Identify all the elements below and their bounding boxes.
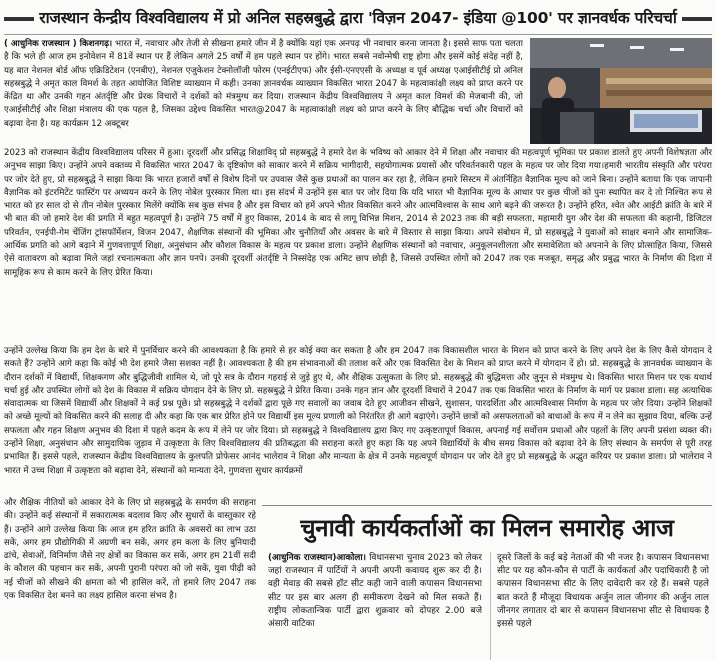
article-headline-bar [4, 3, 712, 35]
election-article-headline: चुनावी कार्यकर्ताओं का मिलन समारोह आज [300, 514, 674, 542]
election-article-dateline: (आधुनिक राजस्थान)आकोला। [268, 553, 366, 563]
article-body-middle [4, 147, 712, 345]
article-dateline: ( आधुनिक राजस्थान ) किशनगढ़। [4, 39, 113, 49]
article-paragraph [4, 38, 523, 131]
election-article-columns [262, 552, 712, 660]
election-article-column-2 [490, 552, 709, 660]
headline-rule-left [4, 17, 34, 21]
lecture-photo [530, 38, 712, 144]
article-headline: राजस्थान केन्द्रीय विश्वविद्यालय में प्रो अनिल सहस्रबुद्धे द्वारा 'विज़न 2047- इंडिया @100' पर ज्ञानवर्धक परिचर्चा [39, 9, 677, 27]
article-text: भारत में, नवाचार और तेजी से सीखना हमारे जीन में है क्योंकि यहां एक अनपढ़ भी नवाचार करना जानता है। इससे साफ पता चलता है कि भले ही आज हम इनोवेशन में 81वें स्थान पर हैं लेकिन अगले 25 वर्षों में हम पहले स्थान पर होंगे। भारत सबसे नवोन्मेषी राष्ट्र होगा और इसमें कोई संदेह नहीं है, यह बात नेशनल बोर्ड ऑफ एक्रिडिटेशन (एनबीए), नेशनल एजुकेशन टेक्नोलॉजी फोरम (एनईटीएफ) और ईसी-एनएएसी के अध्यक्ष व पूर्व अध्यक्ष एआईसीटीई प्रो अनिल सहस्रबुद्धे ने अमृत काल विमर्श के तहत आयोजित विशिष्ट व्याख्यान में कही। उनका ज्ञानवर्धक व्याख्यान विकसित भारत 2047 के महत्वाकांक्षी लक्ष्य को प्राप्त करने पर केंद्रित था और उनकी गहन अंतर्दृष्टि और प्रेरक विचारों ने दर्शकों को मंत्रमुग्ध कर दिया। राजस्थान केंद्रीय विश्वविद्यालय ने अमृत काल विमर्श की मेजबानी की, जो एआईसीटीई और शिक्षा मंत्रालय की एक पहल है, जिसका उद्देश्य विकसित भारत@2047 के महत्वाकांक्षी लक्ष्य को प्राप्त करने के लिए बौद्धिक चर्चा और विचारों को बढ़ावा देना है। यह कार्यक्रम 12 अक्टूबर [4, 39, 523, 129]
election-article-text-2: दूसरे जिलों के कई बड़े नेताओं की भी नजर है। कपासन विधानसभा सीट पर यह कौन-कौन से पार्टी के कार्यकर्ता और पदाधिकारी है जो कपासन विधानसभा सीट के लिए दावेदारी कर रहे हैं। सबसे पहले बात करते हैं मौजूदा विधायक अर्जुन लाल जीनगर की अर्जुन लाल जीनगर लगातार दो बार से कपासन विधानसभा सीट से विधायक है इससे पहले [497, 553, 709, 630]
article-body-lower [4, 345, 712, 497]
article-paragraph: उन्होंने उल्लेख किया कि हम देश के बारे में पुनर्विचार करने की आवश्यकता है कि हमारे से हर कोई क्या कर सकता है और हम 2047 तक विकासशील भारत के मिशन को प्राप्त करने के लिए अपने देश के लिए कैसे योगदान दे सकते हैं? उन्होंने आगे कहा कि कोई भी देश हमारे जैसा सशक्त नहीं है। आवश्यकता है की हम संभावनाओं की तलाश करें और एक विकसित देश के मिशन को प्राप्त करने में योगदान दें हो। प्रो. सहस्रबुद्धे के ज्ञानवर्धक व्याख्यान के दौरान दर्शकों में विद्यार्थी, शिक्षकगण और बुद्धिजीवी शामिल थे, जो पूरे सत्र के दौरान गहराई से जुड़े हुए थे, और शैक्षिक उत्सुकता के लिए प्रो. सहस्रबुद्धे की बुद्धिमत्ता और जुनून से मंत्रमुग्ध थे। विकसित भारत मिशन पर एक यथार्थ चर्चा हुई और उपस्थित लोगों को देश के विकास में सक्रिय योगदान देने के लिए प्रो. सहस्रबुद्धे ने प्रेरित किया। उनके गहन ज्ञान और दूरदर्शी विचारों ने 2047 तक एक विकसित भारत के निर्माण के मार्ग पर प्रकाश डाला। सह अत्याधिक संवादात्मक था जिसमें विद्यार्थी और शिक्षकों ने कई प्रश्न पूछे। प्रो सहस्रबुद्धे ने दर्शकों द्वारा पूछे गए सवालों का जवाब देते हुए आजीवन सीखने, सुशासन, पारदर्शिता और आत्मविश्वास निर्माण के महत्व पर जोर दिया। उन्होंने शिक्षकों को अच्छे मूल्यों को विकसित करने की सलाह दी और कहा कि एक बार प्रेरित होने पर विद्यार्थी इस मूल्य प्रणाली को निरंतरित ही आगे बढ़ाएंगे। उन्होंने छात्रों को असफलताओं को बाधाओं के रूप में न लेने का सुझाव दिया, बल्कि उन्हें सफलता और गहन शिक्षण अनुभव की दिशा में पहले कदम के रूप में लेने पर जोर दिया। प्रो सहस्रबुद्धे ने विश्वविद्यालय द्वारा किए गए उत्कृष्टतापूर्ण विकास, अपनाई गई सर्वोत्तम प्रथाओं और पहलों के लिए अपनी प्रसंशा व्यक्त की। उन्होंने शिक्षा, अनुसंधान और सामुदायिक जुड़ाव में उत्कृष्टता के लिए विश्वविद्यालय की प्रतिबद्धता की सराहना करते हुए कहा कि यह अपने विद्यार्थियों के बीच समग्र विकास को बढ़ावा देने के लिए संस्थान के समर्पण से पूरी तरह प्रभावित हैं। इससे पहले, राजस्थान केंद्रीय विश्वविद्यालय के कुलपति प्रोफेसर आनंद भालेराव ने शिक्षा और मान्यता के क्षेत्र में उनके महत्वपूर्ण योगदान पर जोर देते हुए प्रो सहस्रबुद्धे के अद्भुत करियर पर प्रकाश डाला। प्रो भालेराव ने भारत में उच्च शिक्षा में उत्कृष्टता को बढ़ावा देने, संस्थानों को मान्यता देने, गुणवत्ता सुधार कार्यक्रमों [4, 346, 712, 476]
election-article-column-1 [268, 552, 482, 660]
article-body-bottom-left [4, 497, 256, 657]
lecture-photo-image [530, 38, 712, 144]
election-article-text-1: विधानसभा चुनाव 2023 को लेकर जहां राजस्थान में पार्टियों ने अपनी अपनी कवायद शुरू कर दी है। वही मेवाड़ की सबसे हॉट सीट कही जाने वाली कपासन विधानसभा सीट पर इस बार अलग ही समीकरण देखने को मिल सकते हैं। राष्ट्रीय लोकतान्त्रिक पार्टी द्वारा शुक्रवार को दोपहर 2.00 बजे अंसारी वाटिका [268, 553, 482, 630]
article-paragraph: और शैक्षिक नीतियों को आकार देने के लिए प्रो सहस्रबुद्धे के समर्पण की सराहना की। उन्होंने कई संस्थानों में सकारात्मक बदलाव किए और सुधारों के वास्तुकार रहे हैं। उन्होंने आगे उल्लेख किया कि आज हम हरित क्रांति के अवसरों का लाभ उठा सकें, अगर हम प्रौद्योगिकी में अग्रणी बन सकें, अगर हम कला के लिए बुनियादी ढांचे, सेवाओं, विनिर्माण जैसे नए क्षेत्रों का विकास कर सकें, अगर हम 21वीं सदी के कौशल की पहचान कर सकें, अपनी पुरानी परंपरा को जो सकें, युवा पीढ़ी को नई चीजों को सीखने की क्षमता को भी हासिल करें, तो हमारे लिए 2047 तक एक विकसित देश बनने का लक्ष्य हासिल करना संभव है। [4, 498, 256, 602]
headline-rule-right [682, 17, 712, 21]
article-body-top [4, 38, 523, 147]
article-paragraph: 2023 को राजस्थान केंद्रीय विश्वविद्यालय परिसर में हुआ। दूरदर्शी और प्रसिद्ध शिक्षाविद् प्रो सहस्रबुद्धे ने हमारे देश के भविष्य को आकार देने में शिक्षा और नवाचार की महत्वपूर्ण भूमिका पर प्रकाश डालते हुए अपनी विशेषज्ञता और अनुभव साझा किए। उन्होंने अपने वक्तव्य में विकसित भारत 2047 के दृष्टिकोण को साकार करने में सक्रिय भागीदारी, सहयोगात्मक प्रयासों और परिवर्तनकारी पहल के महत्व पर जोर दिया गया।हमारी भारतीय संस्कृति और परंपरा पर जोर देते हुए, प्रो सहस्रबुद्धे ने साझा किया कि भारत हजारों वर्षों से विशेष दिनों पर उपवास जैसे कुछ प्रथाओं का पालन कर रहा है, लेकिन हमारे सिस्टम में अंतर्निहित वैज्ञानिक मूल्य को जाने बिना। उन्होंने बताया कि एक जापानी वैज्ञानिक को इंटरमिटेंट फास्टिंग पर अध्ययन करने के लिए नोबेल पुरस्कार मिला था। इस संदर्भ में उन्होंने इस बात पर जोर दिया कि यदि भारत भी वैज्ञानिक मूल्य के आधार पर कुछ चीजों को पुनः स्थापित कर दे तो निश्चित रूप से भारत को हर साल दो से तीन नोबेल पुरस्कार मिलेंगे क्योंकि सब कुछ संभव है और इस विचार को हमें अपने भीतर विकसित करने और आत्मविश्वास के साथ आगे बढ़ने की जरूरत है। उन्होंने हरित, श्वेत और आईटी क्रांति के बारे में भी बात की जो हमारे देश की प्रगति में बहुत महत्वपूर्ण है। उन्होंने 75 वर्षों में हुए विकास, 2014 के बाद से लागू विभिन्न मिशन, 2014 से 2023 तक की बड़ी सफलता, महामारी युग और देश की सफलता की कहानी, डिजिटल परिवर्तन, एनईपी-गेम चेंजिंग ट्रांसफॉर्मेशन, विजन 2047, शैक्षणिक संस्थानों की भूमिका और चुनौतियाँ और अवसर के बारे में विस्तार से साझा किया। अपने संबोधन में, प्रो सहस्रबुद्धे ने युवाओं को साक्षर बनाने और सामाजिक-आर्थिक प्रगति को आगे बढ़ाने में गुणवत्तापूर्ण शिक्षा, अनुसंधान और कौशल विकास के महत्व पर प्रकाश डाला। उन्होंने शैक्षणिक संस्थानों को नवाचार, अनुकूलनशीलता और समावेशिता को अपनाने के लिए प्रोत्साहित किया, जिससे ऐसे वातावरण को बढ़ावा मिले जहां रचनात्मकता और ज्ञान पनपे। उनकी दूरदर्शी अंतर्दृष्टि ने निस्संदेह एक अमिट छाप छोड़ी है, जिससे उपस्थित लोगों को 2047 तक एक मजबूत, समृद्ध और प्रबुद्ध भारत के निर्माण की दिशा में सामूहिक रूप से काम करने के लिए प्रेरित किया। [4, 148, 712, 278]
election-article [262, 505, 712, 660]
